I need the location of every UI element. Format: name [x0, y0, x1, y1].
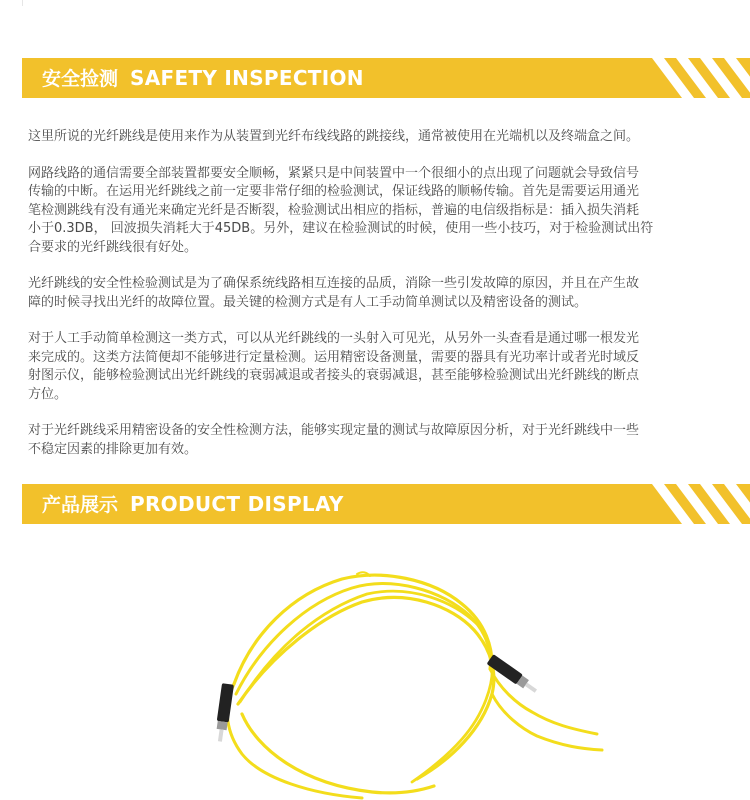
paragraph: 网路线路的通信需要全部装置都要安全顺畅，紧紧只是中间装置中一个很细小的点出现了问题就会导致信号 传输的中断。在运用光纤跳线之前一定要非常仔细的检验测试，保证线路的顺畅传输。首先是需要运用通光 笔检测跳线有没有通光来确定光纤是否断裂，检验测试出相应的指标，普遍的电信级指标是：插入损失消耗 小于0.3DB， 回波损失消耗大于45DB。另外，建议在检验测试的时候，使用一些小技巧，对于检验测试出符 合要求的光纤跳线很有好处。	[28, 165, 654, 255]
product-title-zh: 产品展示	[42, 494, 119, 516]
product-section-title	[42, 484, 344, 524]
paragraph: 这里所说的光纤跳线是使用来作为从装置到光纤布线线路的跳接线，通常被使用在光端机以及终端盒之间。	[28, 129, 640, 144]
product-section-header	[22, 484, 750, 524]
safety-title-en: SAFETY INSPECTION	[130, 66, 364, 90]
paragraph: 光纤跳线的安全性检验测试是为了确保系统线路相互连接的品质，消除一些引发故障的原因，并且在产生故 障的时候寻找出光纤的故障位置。最关键的检测方式是有人工手动简单测试以及精密设备的测试。	[28, 276, 640, 310]
safety-title-zh: 安全捡测	[42, 68, 119, 90]
product-title-en: PRODUCT DISPLAY	[130, 492, 344, 516]
paragraph: 对于光纤跳线采用精密设备的安全性检测方法，能够实现定量的测试与故障原因分析，对于光纤跳线中一些 不稳定因素的排除更加有效。	[28, 423, 640, 457]
diagonal-stripes-icon	[640, 484, 750, 524]
paragraph: 对于人工手动简单检测这一类方式，可以从光纤跳线的一头射入可见光，从另外一头查看是通过哪一根发光 来完成的。这类方法简便却不能够进行定量检测。运用精密设备测量，需要的器具有光功率计或者光时域反 射图示仪，能够检验测试出光纤跳线的衰弱减退或者接头的衰弱减退，甚至能够检验测试出光纤跳线的断点 方位。	[28, 331, 640, 402]
fiber-patch-cable-image	[22, 524, 750, 800]
top-border	[22, 0, 750, 6]
safety-section-header	[22, 58, 750, 98]
safety-body	[28, 128, 750, 477]
diagonal-stripes-icon	[640, 58, 750, 98]
safety-section-title	[42, 58, 364, 98]
